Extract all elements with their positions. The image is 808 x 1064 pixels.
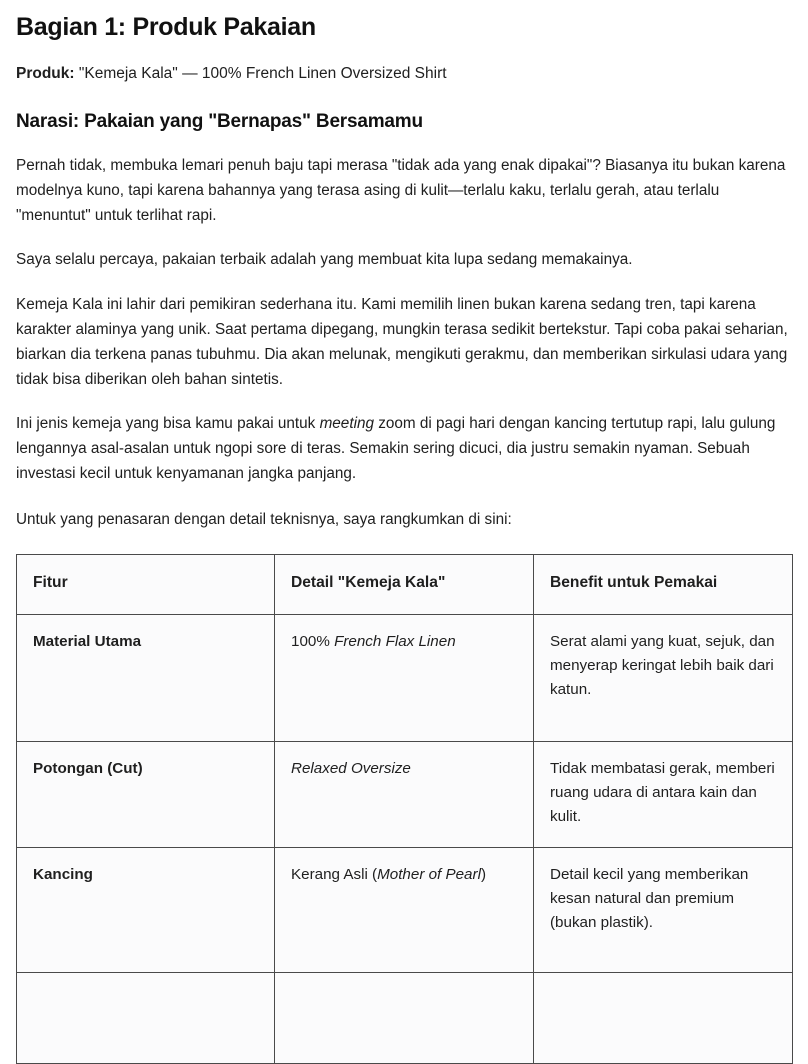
column-header-detail: Detail "Kemeja Kala": [275, 555, 534, 615]
cell-detail-italic: French Flax Linen: [334, 633, 456, 650]
cell-detail: [275, 742, 534, 848]
table-lead-in-paragraph: Untuk yang penasaran dengan detail teknisnya, saya rangkumkan di sini:: [16, 510, 512, 528]
body-paragraph-4: [16, 412, 792, 486]
cell-detail: [275, 848, 534, 973]
column-header-fitur: Fitur: [17, 555, 275, 615]
cell-feature: Potongan (Cut): [17, 742, 275, 848]
paragraph-4-italic-term: meeting: [319, 415, 374, 433]
cell-benefit: [534, 973, 793, 1064]
cell-detail-after: ): [480, 866, 487, 883]
cell-detail-italic: Mother of Pearl: [377, 866, 481, 883]
body-paragraph-1: Pernah tidak, membuka lemari penuh baju tapi merasa "tidak ada yang enak dipakai"? Biasanya itu bukan karena modelnya kuno, tapi karena bahannya yang terasa asing di kulit—terlalu kaku, terlalu gerah, atau terlalu "menuntut" untuk terlihat rapi.: [16, 157, 786, 224]
cell-benefit: Detail kecil yang memberikan kesan natural dan premium (bukan plastik).: [534, 848, 793, 973]
table-row: [17, 973, 793, 1064]
table-header-row: [17, 555, 793, 615]
document-page: [0, 12, 808, 1064]
product-subtitle: [16, 62, 792, 85]
column-header-benefit: Benefit untuk Pemakai: [534, 555, 793, 615]
cell-benefit: Tidak membatasi gerak, memberi ruang udara di antara kain dan kulit.: [534, 742, 793, 848]
body-paragraph-2: Saya selalu percaya, pakaian terbaik adalah yang membuat kita lupa sedang memakainya.: [16, 251, 633, 269]
section-heading: Narasi: Pakaian yang "Bernapas" Bersamamu: [16, 110, 423, 132]
paragraph-4-after: zoom di pagi hari dengan kancing tertutup rapi, lalu gulung lengannya asal-asalan untuk ngopi sore di teras. Semakin sering dicuci, dia justru semakin nyaman. Sebuah investasi kecil untuk kenyamanan jangka panjang.: [16, 415, 776, 482]
cell-feature: [17, 973, 275, 1064]
product-spec-table: [16, 554, 793, 1064]
table-row: [17, 742, 793, 848]
cell-detail: [275, 973, 534, 1064]
body-paragraph-3: Kemeja Kala ini lahir dari pemikiran sederhana itu. Kami memilih linen bukan karena sedang tren, tapi karena karakter alaminya yang unik. Saat pertama dipegang, mungkin terasa sedikit bertekstur. Tapi coba pakai seharian, biarkan dia terkena panas tubuhmu. Dia akan melunak, mengikuti gerakmu, dan memberikan sirkulasi udara yang tidak bisa diberikan oleh bahan sintetis.: [16, 296, 788, 388]
table-body: [17, 615, 793, 1064]
cell-detail-italic: Relaxed Oversize: [291, 760, 411, 777]
cell-benefit: Serat alami yang kuat, sejuk, dan menyerap keringat lebih baik dari katun.: [534, 615, 793, 742]
product-value: "Kemeja Kala" — 100% French Linen Oversized Shirt: [74, 65, 447, 83]
cell-feature: Material Utama: [17, 615, 275, 742]
paragraph-4-before: Ini jenis kemeja yang bisa kamu pakai untuk: [16, 415, 320, 433]
cell-feature: Kancing: [17, 848, 275, 973]
cell-detail-before: 100%: [291, 633, 335, 650]
product-label: Produk:: [16, 65, 75, 83]
table-row: [17, 848, 793, 973]
page-title: Bagian 1: Produk Pakaian: [16, 13, 316, 41]
table-row: [17, 615, 793, 742]
cell-detail: [275, 615, 534, 742]
cell-detail-before: Kerang Asli (: [291, 866, 378, 883]
